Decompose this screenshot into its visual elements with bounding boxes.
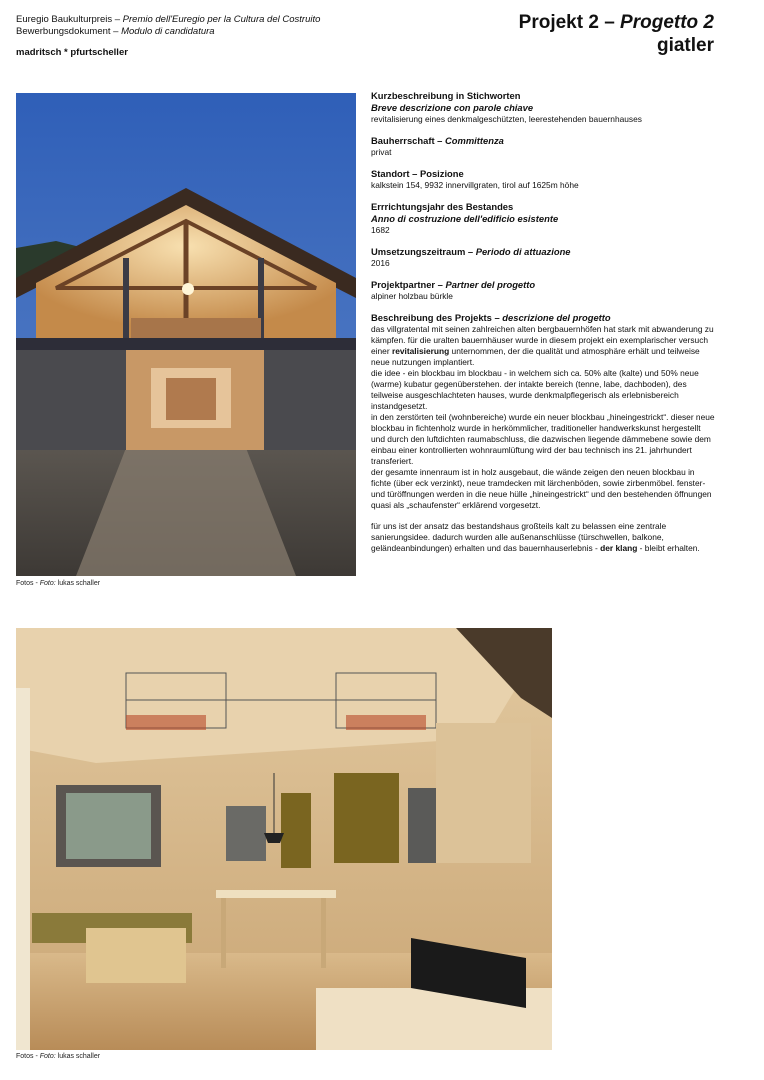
partner-heading xyxy=(371,279,716,291)
desc-paragraph-1 xyxy=(371,324,716,368)
photo2-caption-it: Foto: xyxy=(39,1053,56,1060)
desc-p5-bold: der klang xyxy=(600,543,638,553)
bauherr-heading-it: Committenza xyxy=(444,135,504,146)
header-line-2-it: Modulo di candidatura xyxy=(121,26,215,37)
photo2-caption xyxy=(16,1053,100,1060)
header-line-1-de: Euregio Baukulturpreis – xyxy=(16,14,123,25)
desc-p1-b: unternommen, der die qualität und atmosphäre erhält und teilweise neue nutzungen implantiert. xyxy=(371,346,700,367)
header-line-1-it: Premio dell'Euregio per la Cultura del Costruito xyxy=(122,14,321,25)
umsetz-heading-de: Umsetzungszeitraum – xyxy=(371,246,476,257)
desc-paragraph-3: in den zerstörten teil (wohnbereiche) wurde ein neuer blockbau „hineingestrickt“. dieser neue blockbau in fichtenholz wurde in herkömmlicher, traditioneller handwerkskunst hergestellt und durch den luftdichten raumabschluss, die dazwischen liegende dämmebene sowie dem einbau einer kontrollierten wohnraumlüftung wird der bau technisch ins 21. jahrhundert transferiert. xyxy=(371,412,715,466)
project-title-de: Projekt 2 – xyxy=(518,12,621,33)
photo2-caption-de: Fotos - xyxy=(16,1053,40,1060)
kurz-heading-it: Breve descrizione con parole chiave xyxy=(371,102,534,113)
beschr-heading-de: Beschreibung des Projekts – xyxy=(371,312,503,323)
photo1-caption-name: lukas schaller xyxy=(55,580,101,587)
kurz-heading: Kurzbeschreibung in Stichworten xyxy=(371,90,521,101)
desc-paragraph-4: der gesamte innenraum ist in holz ausgebaut, die wände zeigen den neuen blockbau in fichte (über eck verzinkt), neue tramdecken mit lärchenböden, sowie zirbenmöbel. fenster- und türöffnungen werden in die neue hülle „hineingestrickt“ und den bestehenden öffnungen quasi als „schaufenster“ erklärend vorgesetzt. xyxy=(371,467,712,510)
section-beschreibung xyxy=(371,312,716,554)
partner-heading-de: Projektpartner – xyxy=(371,279,446,290)
desc-p1-bold: revitalisierung xyxy=(391,346,450,356)
desc-paragraph-5 xyxy=(371,521,716,554)
section-umsetzungszeitraum xyxy=(371,246,716,269)
partner-heading-it: Partner del progetto xyxy=(445,279,536,290)
header-line-2 xyxy=(16,25,215,38)
project-title-it: Progetto 2 xyxy=(620,12,714,33)
partner-value: alpiner holzbau bürkle xyxy=(371,291,453,301)
project-title xyxy=(519,12,714,34)
beschr-heading xyxy=(371,312,716,324)
interior-photo xyxy=(16,628,552,1050)
umsetz-heading-it: Periodo di attuazione xyxy=(475,246,571,257)
standort-value: kalkstein 154, 9932 innervillgraten, tirol auf 1625m höhe xyxy=(371,180,579,190)
jahr-heading-it: Anno di costruzione dell'edificio esistente xyxy=(371,213,559,224)
desc-p1-a: das villgratental mit seinen zahlreichen alten bergbauernhöfen hat stark mit abwanderung zu kämpfen. für die uralten bauernhäuser wurde in diesem projekt ein exemplarischer versuch einer xyxy=(371,324,714,356)
photo1-caption xyxy=(16,580,100,587)
section-projektpartner xyxy=(371,279,716,302)
bauherr-heading xyxy=(371,135,716,147)
umsetz-heading xyxy=(371,246,716,258)
bauherr-value: privat xyxy=(371,147,392,157)
section-errichtungsjahr xyxy=(371,201,716,236)
section-kurzbeschreibung xyxy=(371,90,716,125)
bauherr-heading-de: Bauherrschaft – xyxy=(371,135,445,146)
jahr-value: 1682 xyxy=(371,225,390,235)
kurz-value: revitalisierung eines denkmalgeschützten, leerestehenden bauernhauses xyxy=(371,114,642,124)
photo2-caption-name: lukas schaller xyxy=(55,1053,101,1060)
photo1-caption-de: Fotos - xyxy=(16,580,40,587)
umsetz-value: 2016 xyxy=(371,258,390,268)
header-line-2-de: Bewerbungsdokument – xyxy=(16,26,122,37)
authors: madritsch * pfurtscheller xyxy=(16,47,128,58)
desc-p5-a: für uns ist der ansatz das bestandshaus großteils kalt zu belassen eine zentrale sanierungsidee. dadurch wurden alle außenanschlüsse (türschwellen, balkone, geländeanbindungen) erhalten und das bauernhauserlebnis - xyxy=(371,521,667,553)
section-bauherrschaft xyxy=(371,135,716,158)
standort-heading: Standort – Posizione xyxy=(371,168,464,179)
section-standort xyxy=(371,168,716,191)
photo1-caption-it: Foto: xyxy=(39,580,56,587)
desc-paragraph-2: die idee - ein blockbau im blockbau - in welchem sich ca. 50% alte (kalte) und 50% neue (warme) kubatur gegenüberstehen. der intakte bereich (tenne, labe, dachboden), des teilweise ausgeschlachteten hauses, wurde denkmalpflegerisch als erlebnisbereich instandgesetzt. xyxy=(371,368,699,411)
jahr-heading: Errrichtungsjahr des Bestandes xyxy=(371,201,514,212)
beschr-heading-it: descrizione del progetto xyxy=(502,312,611,323)
project-name: giatler xyxy=(656,35,714,56)
barn-exterior-photo xyxy=(16,93,356,576)
project-info xyxy=(371,90,716,554)
desc-p5-b: - bleibt erhalten. xyxy=(637,543,700,553)
